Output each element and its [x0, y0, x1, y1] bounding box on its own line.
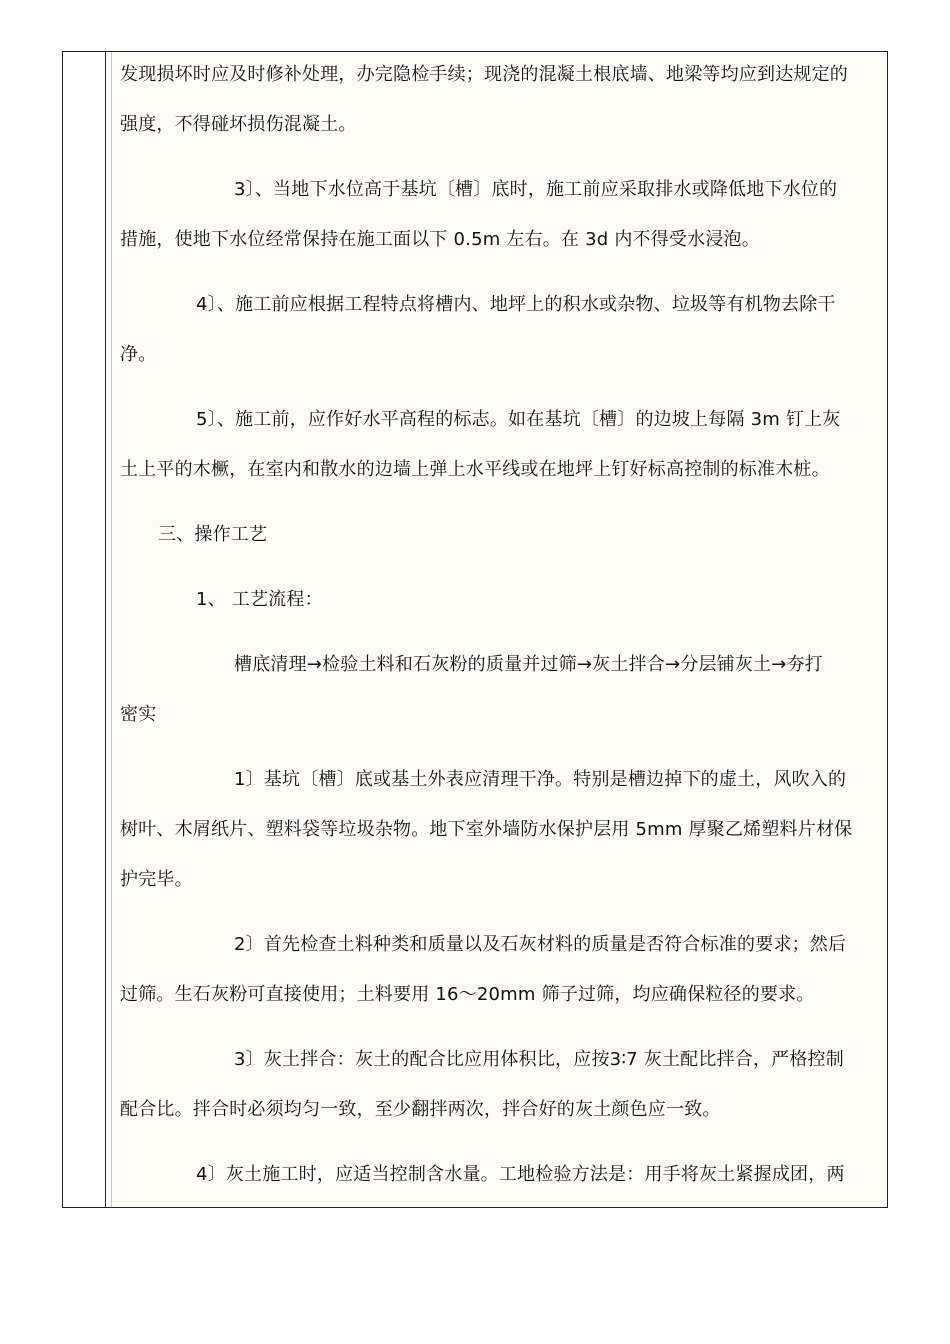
- text-line: 土上平的木橛，在室内和散水的边墙上弹上水平线或在地坪上钉好标高控制的标准木桩。: [120, 459, 830, 480]
- text-line: 发现损坏时应及时修补处理，办完隐检手续；现浇的混凝土根底墙、地梁等均应到达规定的: [120, 64, 848, 85]
- text-line: 1、 工艺流程：: [196, 589, 323, 610]
- text-line: 强度，不得碰坏损伤混凝土。: [120, 114, 357, 135]
- text-line: 净。: [120, 344, 157, 365]
- text-line: 槽底清理→检验土料和石灰粉的质量并过筛→灰土拌合→分层铺灰土→夯打: [234, 654, 823, 675]
- text-line: 4〕、施工前应根据工程特点将槽内、地坪上的积水或杂物、垃圾等有机物去除干: [196, 294, 836, 315]
- text-line: 密实: [120, 704, 157, 725]
- text-line: 树叶、木屑纸片、塑料袋等垃圾杂物。地下室外墙防水保护层用 5mm 厚聚乙烯塑料片材保: [120, 819, 853, 840]
- text-line: 护完毕。: [120, 869, 193, 890]
- text-line: 三、操作工艺: [158, 524, 268, 545]
- text-line: 配合比。拌合时必须均匀一致，至少翻拌两次，拌合好的灰土颜色应一致。: [120, 1099, 721, 1120]
- text-line: 3〕灰土拌合：灰土的配合比应用体积比，应按3∶7 灰土配比拌合，严格控制: [234, 1049, 844, 1070]
- text-line: 5〕、施工前，应作好水平高程的标志。如在基坑〔槽〕的边坡上每隔 3m 钉上灰: [196, 409, 841, 430]
- text-line: 4〕灰土施工时，应适当控制含水量。工地检验方法是：用手将灰土紧握成团，两: [196, 1164, 845, 1185]
- text-line: 过筛。生石灰粉可直接使用；土料要用 16～20mm 筛子过筛，均应确保粒径的要求。: [120, 984, 815, 1005]
- document-table: [62, 51, 888, 1208]
- text-line: 2〕首先检查土料种类和质量以及石灰材料的质量是否符合标准的要求；然后: [234, 934, 847, 955]
- text-line: 1〕基坑〔槽〕底或基土外表应清理干净。特别是槽边掉下的虚土，风吹入的: [234, 769, 847, 790]
- text-line: 措施，使地下水位经常保持在施工面以下 0.5m 左右。在 3d 内不得受水浸泡。: [120, 229, 760, 250]
- text-line: 3〕、当地下水位高于基坑〔槽〕底时，施工前应采取排水或降低地下水位的: [234, 179, 838, 200]
- label-column: [63, 52, 106, 1207]
- content-column: [111, 52, 887, 1207]
